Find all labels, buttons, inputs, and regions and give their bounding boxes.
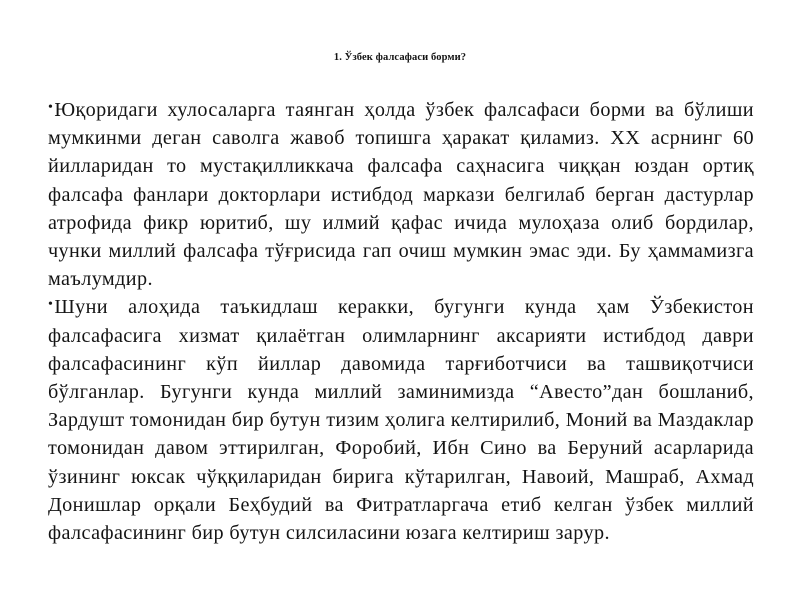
paragraph-1: [48, 96, 754, 293]
bullet-icon: •: [48, 297, 54, 313]
paragraph-2-text: Шуни алоҳида таъкидлаш керакки, бугунги кунда ҳам Ўзбекистон фалсафасига хизмат қилаётган олимларнинг аксарияти истибдод даври фалсафасининг кўп йиллар давомида тарғиботчиси ва ташвиқотчиси бўлганлар. Бугунги кунда миллий заминимизда “Авесто”дан бошланиб, Зардушт томонидан бир бутун тизим ҳолига келтирилиб, Моний ва Маздаклар томонидан давом эттирилган, Форобий, Ибн Сино ва Беруний асарларида ўзининг юксак чўққиларидан бирига кўтарилган, Навоий, Машраб, Ахмад Донишлар орқали Беҳбудий ва Фитратларгача етиб келган ўзбек миллий фалсафасининг бир бутун силсиласини юзага келтириш зарур.: [48, 296, 754, 545]
slide-title: 1. Ўзбек фалсафаси борми?: [333, 52, 467, 63]
paragraph-2: [48, 293, 754, 547]
slide-body: [48, 96, 754, 547]
bullet-icon: •: [48, 100, 54, 115]
paragraph-1-text: Юқоридаги хулосаларга таянган ҳолда ўзбек фалсафаси борми ва бўлиши мумкинми деган саволга жавоб топишга ҳаракат қиламиз. ХХ асрнинг 60 йилларидан то мустақилликкача фалсафа саҳнасига чиққан юздан ортиқ фалсафа фанлари докторлари истибдод маркази белгилаб берган дастурлар атрофида фикр юритиб, шу илмий қафас ичида мулоҳаза олиб бордилар, чунки миллий фалсафа тўғрисида гап очиш мумкин эмас эди. Бу ҳаммамизга маълумдир.: [48, 99, 754, 291]
